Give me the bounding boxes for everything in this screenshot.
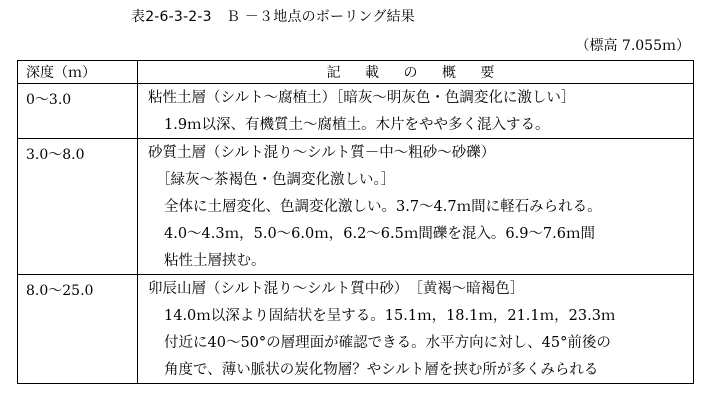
- description-line: 全体に土層変化、色調変化激しい。3.7～4.7ｍ間に軽石みられる。: [164, 199, 602, 215]
- document-title: 表2-6-3-2-3 Ｂ －３地点のボーリング結果: [131, 9, 415, 25]
- table-row: [18, 84, 694, 139]
- table-header-row: [18, 61, 694, 84]
- table-row: [18, 275, 694, 384]
- description-header: 記 載 の 概 要: [138, 61, 694, 84]
- description-line: 付近に40～50°の層理面が確認できる。水平方向に対し、45°前後の: [164, 335, 611, 351]
- description-line: 卯辰山層（シルト混り～シルト質中砂） ［黄褐～暗褐色］: [148, 281, 525, 297]
- depth-cell: 0～3.0: [18, 84, 138, 139]
- depth-cell: 8.0～25.0: [18, 275, 138, 384]
- description-line: 粘性土層（シルト～腐植土）［暗灰～明灰色・色調変化に激しい］: [148, 90, 576, 106]
- description-line: 砂質土層（シルト混り～シルト質－中～粗砂～砂礫）: [148, 145, 496, 161]
- description-line: 4.0～4.3ｍ，5.0～6.0ｍ，6.2～6.5ｍ間礫を混入。6.9～7.6ｍ間: [164, 226, 595, 242]
- depth-cell: 3.0～8.0: [18, 139, 138, 275]
- boring-results-table: [17, 60, 694, 384]
- description-cell: [138, 84, 694, 139]
- elevation-note: （標高 7.055ｍ）: [575, 38, 690, 54]
- description-line: 1.9ｍ以深、有機質土～腐植土。木片をやや多く混入する。: [164, 117, 550, 133]
- description-line: ［緑灰～茶褐色・色調変化激しい。］: [156, 172, 396, 188]
- description-cell: [138, 139, 694, 275]
- description-line: 14.0ｍ以深より固結状を呈する。15.1ｍ，18.1ｍ，21.1ｍ，23.3ｍ: [164, 308, 616, 324]
- table-row: [18, 139, 694, 275]
- description-cell: [138, 275, 694, 384]
- description-line: 角度で、薄い脈状の炭化物層？やシルト層を挟む所が多くみられる: [164, 362, 599, 378]
- description-line: 粘性土層挟む。: [164, 253, 266, 269]
- depth-header: 深度（ｍ）: [18, 61, 138, 84]
